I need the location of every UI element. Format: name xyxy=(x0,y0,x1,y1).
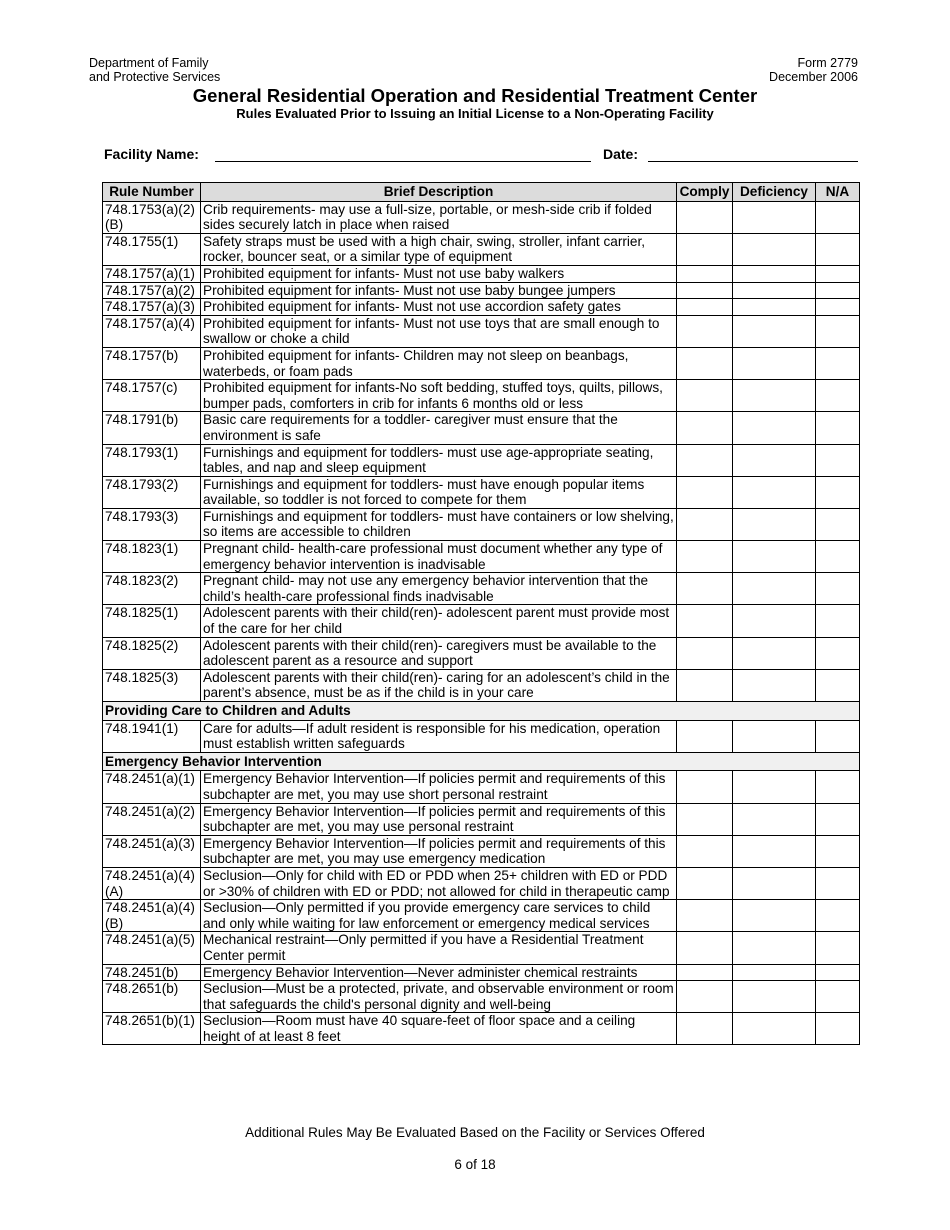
deficiency-cell[interactable] xyxy=(733,605,816,637)
facility-name-field[interactable] xyxy=(215,161,591,162)
rule-number-cell: 748.1793(3) xyxy=(103,508,201,540)
description-cell: Mechanical restraint—Only permitted if you have a Residential Treatment Center permit xyxy=(201,932,677,964)
description-cell: Emergency Behavior Intervention—Never administer chemical restraints xyxy=(201,964,677,981)
rule-number-cell: 748.2451(b) xyxy=(103,964,201,981)
section-header-row xyxy=(103,702,860,721)
na-cell[interactable] xyxy=(816,299,860,316)
deficiency-cell[interactable] xyxy=(733,444,816,476)
na-cell[interactable] xyxy=(816,541,860,573)
form-header xyxy=(769,56,858,84)
comply-cell[interactable] xyxy=(677,900,733,932)
na-cell[interactable] xyxy=(816,233,860,265)
comply-cell[interactable] xyxy=(677,964,733,981)
comply-cell[interactable] xyxy=(677,347,733,379)
column-header-rule-number: Rule Number xyxy=(103,183,201,202)
description-cell: Seclusion—Only for child with ED or PDD when 25+ children with ED or PDD or >30% of children with ED or PDD; not allowed for child in therapeutic camp xyxy=(201,867,677,899)
table-row xyxy=(103,1013,860,1045)
deficiency-cell[interactable] xyxy=(733,835,816,867)
rule-number-cell: 748.2451(a)(4) (A) xyxy=(103,867,201,899)
na-cell[interactable] xyxy=(816,981,860,1013)
form-number: Form 2779 xyxy=(797,56,858,70)
description-cell: Seclusion—Room must have 40 square-feet of floor space and a ceiling height of at least 8 feet xyxy=(201,1013,677,1045)
table-row xyxy=(103,981,860,1013)
na-cell[interactable] xyxy=(816,835,860,867)
rule-number-cell: 748.1941(1) xyxy=(103,720,201,752)
description-cell: Furnishings and equipment for toddlers- must use age-appropriate seating, tables, and nap and sleep equipment xyxy=(201,444,677,476)
table-row xyxy=(103,900,860,932)
comply-cell[interactable] xyxy=(677,541,733,573)
table-row xyxy=(103,771,860,803)
na-cell[interactable] xyxy=(816,347,860,379)
rule-number-cell: 748.1793(2) xyxy=(103,476,201,508)
description-cell: Adolescent parents with their child(ren)- adolescent parent must provide most of the care for her child xyxy=(201,605,677,637)
comply-cell[interactable] xyxy=(677,476,733,508)
comply-cell[interactable] xyxy=(677,233,733,265)
rule-number-cell: 748.1757(a)(2) xyxy=(103,282,201,299)
deficiency-cell[interactable] xyxy=(733,315,816,347)
rule-number-cell: 748.1793(1) xyxy=(103,444,201,476)
na-cell[interactable] xyxy=(816,201,860,233)
comply-cell[interactable] xyxy=(677,720,733,752)
table-row xyxy=(103,412,860,444)
deficiency-cell[interactable] xyxy=(733,637,816,669)
deficiency-cell[interactable] xyxy=(733,720,816,752)
na-cell[interactable] xyxy=(816,315,860,347)
na-cell[interactable] xyxy=(816,605,860,637)
section-header-row xyxy=(103,752,860,771)
comply-cell[interactable] xyxy=(677,867,733,899)
deficiency-cell[interactable] xyxy=(733,380,816,412)
table-row xyxy=(103,573,860,605)
description-cell: Adolescent parents with their child(ren)- caring for an adolescent’s child in the parent’s absence, must be as if the child is in your care xyxy=(201,669,677,701)
rule-number-cell: 748.2651(b) xyxy=(103,981,201,1013)
comply-cell[interactable] xyxy=(677,637,733,669)
section-title: Emergency Behavior Intervention xyxy=(103,752,860,771)
comply-cell[interactable] xyxy=(677,669,733,701)
rule-number-cell: 748.2451(a)(3) xyxy=(103,835,201,867)
deficiency-cell[interactable] xyxy=(733,669,816,701)
comply-cell[interactable] xyxy=(677,508,733,540)
rule-number-cell: 748.2451(a)(5) xyxy=(103,932,201,964)
comply-cell[interactable] xyxy=(677,412,733,444)
description-cell: Prohibited equipment for infants-No soft bedding, stuffed toys, quilts, pillows, bumper pads, comforters in crib for infants 6 months old or less xyxy=(201,380,677,412)
table-row xyxy=(103,835,860,867)
description-cell: Pregnant child- health-care professional must document whether any type of emergency behavior intervention is inadvisable xyxy=(201,541,677,573)
comply-cell[interactable] xyxy=(677,380,733,412)
form-date: December 2006 xyxy=(769,70,858,84)
na-cell[interactable] xyxy=(816,476,860,508)
deficiency-cell[interactable] xyxy=(733,981,816,1013)
na-cell[interactable] xyxy=(816,803,860,835)
table-row xyxy=(103,282,860,299)
description-cell: Prohibited equipment for infants- Children may not sleep on beanbags, waterbeds, or foam pads xyxy=(201,347,677,379)
rule-number-cell: 748.1823(1) xyxy=(103,541,201,573)
table-row xyxy=(103,541,860,573)
deficiency-cell[interactable] xyxy=(733,201,816,233)
comply-cell[interactable] xyxy=(677,1013,733,1045)
deficiency-cell[interactable] xyxy=(733,964,816,981)
table-header-row xyxy=(103,183,860,202)
deficiency-cell[interactable] xyxy=(733,803,816,835)
table-row xyxy=(103,265,860,282)
description-cell: Prohibited equipment for infants- Must not use baby walkers xyxy=(201,265,677,282)
rule-number-cell: 748.1823(2) xyxy=(103,573,201,605)
comply-cell[interactable] xyxy=(677,573,733,605)
table-row xyxy=(103,299,860,316)
table-row xyxy=(103,669,860,701)
comply-cell[interactable] xyxy=(677,803,733,835)
rules-table-body xyxy=(103,201,860,1045)
na-cell[interactable] xyxy=(816,412,860,444)
rule-number-cell: 748.2651(b)(1) xyxy=(103,1013,201,1045)
rule-number-cell: 748.1757(a)(4) xyxy=(103,315,201,347)
rule-number-cell: 748.1757(a)(3) xyxy=(103,299,201,316)
rule-number-cell: 748.1757(c) xyxy=(103,380,201,412)
deficiency-cell[interactable] xyxy=(733,347,816,379)
rule-number-cell: 748.1757(b) xyxy=(103,347,201,379)
na-cell[interactable] xyxy=(816,573,860,605)
na-cell[interactable] xyxy=(816,900,860,932)
comply-cell[interactable] xyxy=(677,605,733,637)
comply-cell[interactable] xyxy=(677,444,733,476)
deficiency-cell[interactable] xyxy=(733,900,816,932)
na-cell[interactable] xyxy=(816,265,860,282)
description-cell: Seclusion—Must be a protected, private, and observable environment or room that safeguards the child's personal dignity and well-being xyxy=(201,981,677,1013)
rule-number-cell: 748.1757(a)(1) xyxy=(103,265,201,282)
rule-number-cell: 748.1825(2) xyxy=(103,637,201,669)
deficiency-cell[interactable] xyxy=(733,508,816,540)
description-cell: Emergency Behavior Intervention—If policies permit and requirements of this subchapter are met, you may use personal restraint xyxy=(201,803,677,835)
facility-name-label: Facility Name: xyxy=(104,146,199,162)
department-line-2: and Protective Services xyxy=(89,70,221,84)
deficiency-cell[interactable] xyxy=(733,282,816,299)
description-cell: Furnishings and equipment for toddlers- must have containers or low shelving, so items are accessible to children xyxy=(201,508,677,540)
column-header-comply: Comply xyxy=(677,183,733,202)
table-row xyxy=(103,803,860,835)
description-cell: Seclusion—Only permitted if you provide emergency care services to child and only while waiting for law enforcement or emergency medical services xyxy=(201,900,677,932)
description-cell: Basic care requirements for a toddler- caregiver must ensure that the environment is safe xyxy=(201,412,677,444)
na-cell[interactable] xyxy=(816,964,860,981)
na-cell[interactable] xyxy=(816,508,860,540)
na-cell[interactable] xyxy=(816,771,860,803)
deficiency-cell[interactable] xyxy=(733,932,816,964)
table-row xyxy=(103,605,860,637)
table-row xyxy=(103,508,860,540)
rule-number-cell: 748.1791(b) xyxy=(103,412,201,444)
column-header-deficiency: Deficiency xyxy=(733,183,816,202)
rule-number-cell: 748.2451(a)(1) xyxy=(103,771,201,803)
table-row xyxy=(103,637,860,669)
rule-number-cell: 748.1825(1) xyxy=(103,605,201,637)
na-cell[interactable] xyxy=(816,380,860,412)
rule-number-cell: 748.1755(1) xyxy=(103,233,201,265)
department-header xyxy=(89,56,220,84)
description-cell: Prohibited equipment for infants- Must not use accordion safety gates xyxy=(201,299,677,316)
deficiency-cell[interactable] xyxy=(733,1013,816,1045)
table-row xyxy=(103,964,860,981)
description-cell: Emergency Behavior Intervention—If policies permit and requirements of this subchapter are met, you may use emergency medication xyxy=(201,835,677,867)
page-number: 6 of 18 xyxy=(454,1157,496,1172)
deficiency-cell[interactable] xyxy=(733,299,816,316)
date-label: Date: xyxy=(603,146,639,162)
comply-cell[interactable] xyxy=(677,282,733,299)
date-field[interactable] xyxy=(648,161,858,162)
deficiency-cell[interactable] xyxy=(733,771,816,803)
description-cell: Prohibited equipment for infants- Must not use toys that are small enough to swallow or choke a child xyxy=(201,315,677,347)
column-header-brief-description: Brief Description xyxy=(201,183,677,202)
table-row xyxy=(103,867,860,899)
table-row xyxy=(103,720,860,752)
document-title: General Residential Operation and Residential Treatment Center xyxy=(192,85,758,106)
comply-cell[interactable] xyxy=(677,771,733,803)
deficiency-cell[interactable] xyxy=(733,541,816,573)
na-cell[interactable] xyxy=(816,444,860,476)
deficiency-cell[interactable] xyxy=(733,412,816,444)
description-cell: Adolescent parents with their child(ren)- caregivers must be available to the adolescent parent as a resource and support xyxy=(201,637,677,669)
na-cell[interactable] xyxy=(816,720,860,752)
comply-cell[interactable] xyxy=(677,835,733,867)
deficiency-cell[interactable] xyxy=(733,265,816,282)
description-cell: Care for adults—If adult resident is responsible for his medication, operation must establish written safeguards xyxy=(201,720,677,752)
na-cell[interactable] xyxy=(816,282,860,299)
table-row xyxy=(103,444,860,476)
footer-note: Additional Rules May Be Evaluated Based on the Facility or Services Offered xyxy=(245,1125,705,1140)
document-subtitle: Rules Evaluated Prior to Issuing an Initial License to a Non-Operating Facility xyxy=(236,106,714,121)
column-header-na: N/A xyxy=(816,183,860,202)
na-cell[interactable] xyxy=(816,669,860,701)
description-cell: Prohibited equipment for infants- Must not use baby bungee jumpers xyxy=(201,282,677,299)
table-row xyxy=(103,233,860,265)
section-title: Providing Care to Children and Adults xyxy=(103,702,860,721)
description-cell: Pregnant child- may not use any emergency behavior intervention that the child’s health-care professional finds inadvisable xyxy=(201,573,677,605)
comply-cell[interactable] xyxy=(677,265,733,282)
comply-cell[interactable] xyxy=(677,981,733,1013)
rule-number-cell: 748.2451(a)(2) xyxy=(103,803,201,835)
rule-number-cell: 748.2451(a)(4) (B) xyxy=(103,900,201,932)
na-cell[interactable] xyxy=(816,637,860,669)
table-row xyxy=(103,476,860,508)
description-cell: Safety straps must be used with a high chair, swing, stroller, infant carrier, rocker, bouncer seat, or a similar type of equipment xyxy=(201,233,677,265)
department-line-1: Department of Family xyxy=(89,56,209,70)
description-cell: Furnishings and equipment for toddlers- must have enough popular items available, so toddler is not forced to compete for them xyxy=(201,476,677,508)
comply-cell[interactable] xyxy=(677,299,733,316)
table-row xyxy=(103,201,860,233)
description-cell: Crib requirements- may use a full-size, portable, or mesh-side crib if folded sides securely latch in place when raised xyxy=(201,201,677,233)
table-row xyxy=(103,932,860,964)
deficiency-cell[interactable] xyxy=(733,867,816,899)
rule-number-cell: 748.1753(a)(2) (B) xyxy=(103,201,201,233)
na-cell[interactable] xyxy=(816,867,860,899)
description-cell: Emergency Behavior Intervention—If policies permit and requirements of this subchapter are met, you may use short personal restraint xyxy=(201,771,677,803)
deficiency-cell[interactable] xyxy=(733,573,816,605)
deficiency-cell[interactable] xyxy=(733,233,816,265)
comply-cell[interactable] xyxy=(677,315,733,347)
rule-number-cell: 748.1825(3) xyxy=(103,669,201,701)
comply-cell[interactable] xyxy=(677,201,733,233)
comply-cell[interactable] xyxy=(677,932,733,964)
rules-table xyxy=(102,182,860,1045)
table-row xyxy=(103,347,860,379)
na-cell[interactable] xyxy=(816,932,860,964)
table-row xyxy=(103,380,860,412)
na-cell[interactable] xyxy=(816,1013,860,1045)
table-row xyxy=(103,315,860,347)
deficiency-cell[interactable] xyxy=(733,476,816,508)
